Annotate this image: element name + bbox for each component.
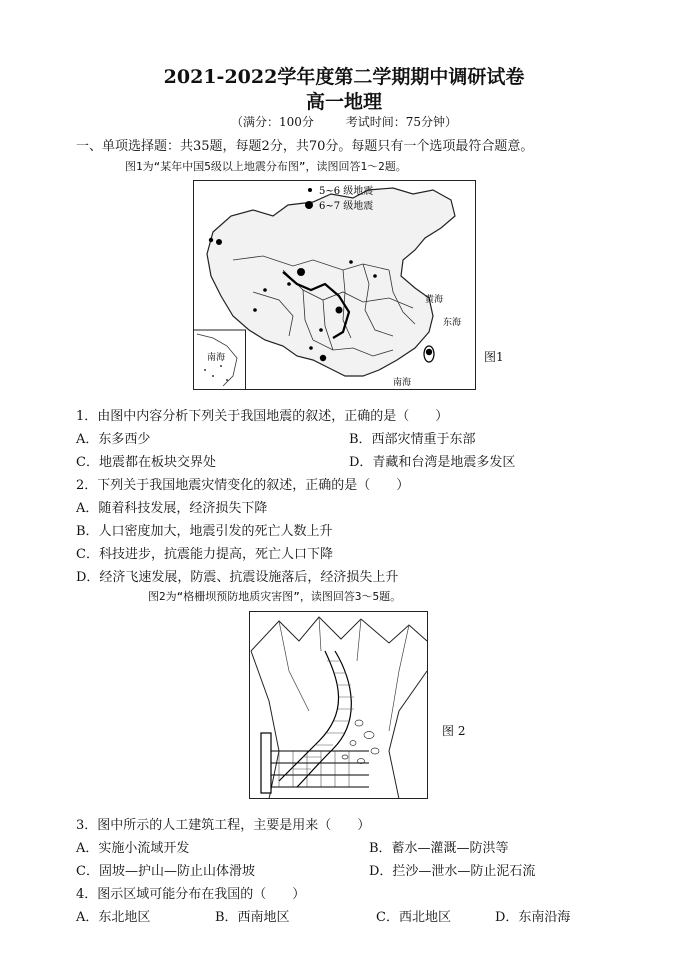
exam-title: 2021-2022学年度第二学期期中调研试卷 <box>163 66 525 88</box>
full-score: （满分：100分 <box>230 115 314 129</box>
figure1-caption: 图1为“某年中国5级以上地震分布图”，读图回答1～2题。 <box>125 160 407 173</box>
legend-small: 5~6 级地震 <box>319 186 374 197</box>
exam-meta <box>0 113 688 130</box>
q2-option-c[interactable]: C．科技进步，抗震能力提高，死亡人口下降 <box>76 547 333 562</box>
q1-option-c[interactable]: C．地震都在板块交界处 <box>76 455 216 470</box>
q4-option-b[interactable]: B．西南地区 <box>215 910 290 925</box>
q2-option-b[interactable]: B．人口密度加大，地震引发的死亡人数上升 <box>76 524 333 539</box>
q3-stem: 3．图中所示的人工建筑工程，主要是用来（ ） <box>76 818 371 833</box>
section-heading: 一、单项选择题：共35题，每题2分，共70分。每题只有一个选项最符合题意。 <box>76 139 534 154</box>
q4-option-c[interactable]: C．西北地区 <box>376 910 451 925</box>
q3-option-a[interactable]: A．实施小流域开发 <box>76 841 190 856</box>
earthquake-map <box>193 180 476 390</box>
grid-dam-illustration <box>249 611 428 799</box>
figure2-caption: 图2为“格栅坝预防地质灾害图”，读图回答3～5题。 <box>148 590 402 603</box>
q1-option-d[interactable]: D．青藏和台湾是地震多发区 <box>349 455 516 470</box>
south-sea-label: 南海 <box>393 378 412 388</box>
q3-option-c[interactable]: C．固坡—护山—防止山体滑坡 <box>76 864 255 879</box>
inset-south-sea-label: 南海 <box>207 353 226 363</box>
exam-subject: 高一地理 <box>305 91 382 113</box>
q2-option-d[interactable]: D．经济飞速发展，防震、抗震设施落后，经济损失上升 <box>76 570 399 585</box>
legend-large: 6~7 级地震 <box>319 201 374 212</box>
q2-stem: 2．下列关于我国地震灾情变化的叙述，正确的是（ ） <box>76 478 410 493</box>
yellow-sea-label: 黄海 <box>425 295 444 305</box>
q4-option-a[interactable]: A．东北地区 <box>76 910 151 925</box>
figure1-label: 图1 <box>484 350 504 364</box>
q3-option-b[interactable]: B．蓄水—灌溉—防洪等 <box>369 841 509 856</box>
q1-stem: 1．由图中内容分析下列关于我国地震的叙述，正确的是（ ） <box>76 409 449 424</box>
q1-option-a[interactable]: A．东多西少 <box>76 432 151 447</box>
figure2-label: 图 2 <box>442 724 466 738</box>
q3-option-d[interactable]: D．拦沙—泄水—防止泥石流 <box>369 864 536 879</box>
q2-option-a[interactable]: A．随着科技发展，经济损失下降 <box>76 501 268 516</box>
q4-stem: 4．图示区域可能分布在我国的（ ） <box>76 887 306 902</box>
east-sea-label: 东海 <box>443 318 462 328</box>
q1-option-b[interactable]: B．西部灾情重于东部 <box>349 432 476 447</box>
q4-option-d[interactable]: D．东南沿海 <box>495 910 571 925</box>
exam-time: 考试时间：75分钟） <box>345 115 457 129</box>
